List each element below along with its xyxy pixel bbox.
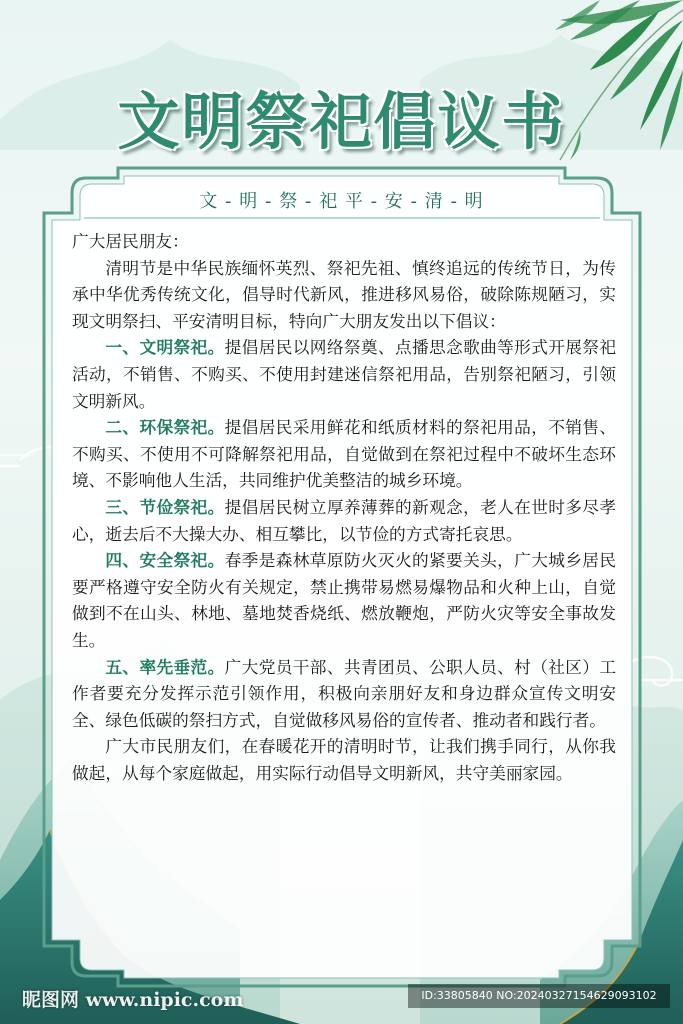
item-text: 提倡居民采用鲜花和纸质材料的祭祀用品，不销售、不购买、不使用不可降解祭祀用品，自觉做到在祭祀过程中不破坏生态环境、不影响他人生活，共同维护优美整洁的城乡环境。 (72, 417, 617, 491)
closing-paragraph: 广大市民朋友们，在春暖花开的清明时节，让我们携手同行，从你我做起，从每个家庭做起，用实际行动倡导文明新风，共守美丽家园。 (72, 736, 616, 783)
item-heading: 三、节俭祭祀。 (105, 496, 225, 517)
item-heading: 一、文明祭祀。 (105, 337, 225, 358)
item-paragraph-4 (72, 547, 616, 653)
intro-paragraph: 清明节是中华民族缅怀英烈、祭祀先祖、慎终追远的传统节日，为传承中华优秀传统文化，倡导时代新风，推进移风易俗，破除陈规陋习，实现文明祭扫、平安清明目标，特向广大朋友发出以下倡议： (72, 257, 616, 331)
item-text: 广大党员干部、共青团员、公职人员、村（社区）工作者要充分发挥示范引领作用，积极向亲朋好友和身边群众宣传文明安全、绿色低碳的祭扫方式，自觉做移风易俗的宣传者、推动者和践行者。 (72, 656, 617, 730)
item-text: 春季是森林草原防火灭火的紧要关头，广大城乡居民要严格遵守安全防火有关规定，禁止携带易燃易爆物品和火种上山，自觉做到不在山头、林地、墓地焚香烧纸、燃放鞭炮，严防火灾等安全事故发生。 (72, 550, 617, 650)
proposal-body (72, 228, 616, 786)
item-heading: 五、率先垂范。 (105, 656, 225, 677)
item-paragraph-5 (72, 654, 616, 734)
poster-subtitle: 文 - 明 - 祭 - 祀 平 - 安 - 清 - 明 (199, 191, 484, 212)
item-paragraph-3 (72, 494, 616, 547)
image-id-watermark: ID:33805840 NO:20240327154629093102 (408, 984, 670, 1008)
poster-title: 文明祭祀倡议书 (117, 85, 566, 158)
item-paragraph-2 (72, 414, 616, 494)
item-heading: 二、环保祭祀。 (105, 417, 225, 438)
item-text: 提倡居民树立厚养薄葬的新观念，老人在世时多尽孝心，逝去后不大操大办、相互攀比，以节俭的方式寄托哀思。 (72, 496, 617, 544)
item-text: 提倡居民以网络祭奠、点播思念歌曲等形式开展祭祀活动，不销售、不购买、不使用封建迷信祭祀用品，告别祭祀陋习，引领文明新风。 (72, 337, 617, 411)
item-heading: 四、安全祭祀。 (105, 550, 225, 571)
item-paragraph-1 (72, 334, 616, 414)
site-watermark: 昵图网 www.nipic.com (22, 989, 244, 1011)
greeting: 广大居民朋友： (72, 231, 189, 251)
